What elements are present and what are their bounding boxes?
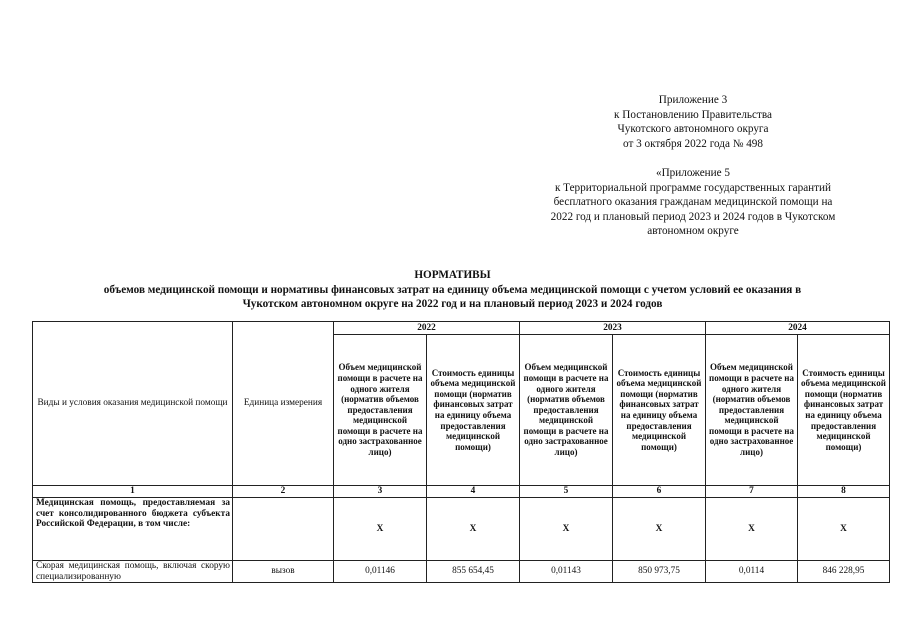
appendix-line: бесплатного оказания гражданам медицинской помощи на xyxy=(553,196,833,208)
row-value: 0,01143 xyxy=(520,561,613,583)
row-value: 0,0114 xyxy=(706,561,798,583)
row-value: 0,01146 xyxy=(334,561,427,583)
column-number: 6 xyxy=(613,486,706,498)
column-number: 4 xyxy=(427,486,520,498)
appendix-line: к Территориальной программе государственных гарантий xyxy=(554,181,832,194)
header-cost-2022: Стоимость единицы объема медицинской помощи (норматив финансовых затрат на единицу объема предоставления медицинской помощи) xyxy=(427,335,520,486)
appendix-3-block xyxy=(520,93,866,151)
row-label: Медицинская помощь, предоставляемая за счет консолидированного бюджета субъекта Российской Федерации, в том числе: xyxy=(33,498,233,561)
norms-table xyxy=(32,321,890,583)
table-row xyxy=(33,561,890,583)
heading-line: Чукотском автономном округе на 2022 год и на плановый период 2023 и 2024 годов xyxy=(242,298,663,310)
header-year-2024: 2024 xyxy=(706,322,890,335)
appendix-line: автономном округе xyxy=(647,225,739,237)
row-value: 850 973,75 xyxy=(613,561,706,583)
appendix-line: от 3 октября 2022 года № 498 xyxy=(623,137,763,150)
row-unit: вызов xyxy=(233,561,334,583)
column-number: 1 xyxy=(33,486,233,498)
header-volume-2022: Объем медицинской помощи в расчете на одного жителя (норматив объемов предоставления медицинской помощи в расчете на одно застрахованное лицо) xyxy=(334,335,427,486)
table-row xyxy=(33,498,890,561)
header-type: Виды и условия оказания медицинской помощи xyxy=(33,322,233,486)
document-heading xyxy=(30,268,875,312)
row-unit xyxy=(233,498,334,561)
heading-title: НОРМАТИВЫ xyxy=(414,269,491,281)
row-label: Скорая медицинская помощь, включая скорую специализированную xyxy=(33,561,233,583)
header-unit: Единица измерения xyxy=(233,322,334,486)
row-value: Х xyxy=(798,498,890,561)
header-cost-2024: Стоимость единицы объема медицинской помощи (норматив финансовых затрат на единицу объема предоставления медицинской помощи) xyxy=(798,335,890,486)
heading-line: объемов медицинской помощи и нормативы финансовых затрат на единицу объема медицинской помощи с учетом условий ее оказания в xyxy=(103,283,802,296)
row-value: Х xyxy=(427,498,520,561)
row-value: 855 654,45 xyxy=(427,561,520,583)
appendix-line: к Постановлению Правительства xyxy=(614,108,772,121)
header-year-2023: 2023 xyxy=(520,322,706,335)
appendix-5-block xyxy=(520,166,866,239)
appendix-line: «Приложение 5 xyxy=(655,167,731,179)
row-value: Х xyxy=(334,498,427,561)
appendix-line: Приложение 3 xyxy=(658,94,728,106)
header-cost-2023: Стоимость единицы объема медицинской помощи (норматив финансовых затрат на единицу объема предоставления медицинской помощи) xyxy=(613,335,706,486)
column-number: 3 xyxy=(334,486,427,498)
header-year-2022: 2022 xyxy=(334,322,520,335)
column-number-row xyxy=(33,486,890,498)
row-value: 846 228,95 xyxy=(798,561,890,583)
header-volume-2024: Объем медицинской помощи в расчете на одного жителя (норматив объемов предоставления медицинской помощи в расчете на одно застрахованное лицо) xyxy=(706,335,798,486)
column-number: 8 xyxy=(798,486,890,498)
column-number: 5 xyxy=(520,486,613,498)
row-value: Х xyxy=(613,498,706,561)
row-value: Х xyxy=(520,498,613,561)
header-volume-2023: Объем медицинской помощи в расчете на одного жителя (норматив объемов предоставления медицинской помощи в расчете на одно застрахованное лицо) xyxy=(520,335,613,486)
column-number: 2 xyxy=(233,486,334,498)
row-value: Х xyxy=(706,498,798,561)
column-number: 7 xyxy=(706,486,798,498)
appendix-line: 2022 год и плановый период 2023 и 2024 годов в Чукотском xyxy=(550,210,836,223)
appendix-line: Чукотского автономного округа xyxy=(617,123,769,135)
